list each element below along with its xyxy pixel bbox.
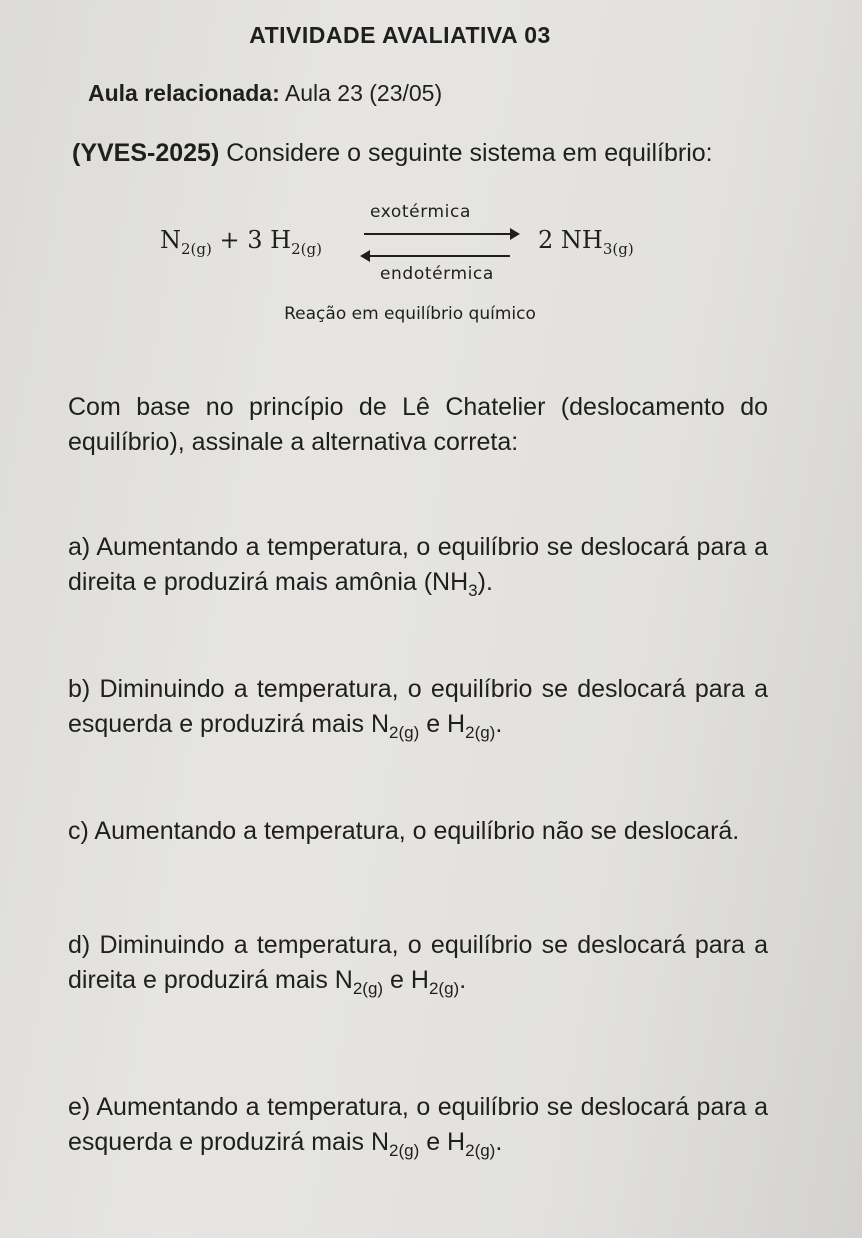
- product-nh3-sub: 3(g): [602, 240, 634, 258]
- question-prompt: Considere o seguinte sistema em equilíbrio:: [226, 139, 713, 167]
- equation-reactants: [160, 226, 322, 258]
- page-title: ATIVIDADE AVALIATIVA 03: [249, 22, 551, 48]
- option-b-text: b) Diminuindo a temperatura, o equilíbrio se deslocará para a esquerda e produzirá mais: [68, 675, 768, 738]
- option-e[interactable]: [68, 1090, 768, 1162]
- lesson-value: Aula 23 (23/05): [284, 80, 443, 106]
- equilibrium-arrows: [360, 196, 520, 296]
- option-b-n2-sub: 2(g): [389, 723, 420, 742]
- lesson-label: Aula relacionada:: [88, 80, 280, 106]
- option-c-text: c) Aumentando a temperatura, o equilíbrio não se deslocará.: [68, 817, 740, 845]
- lesson-reference: [88, 80, 442, 107]
- option-d-e: e: [383, 966, 404, 994]
- option-d[interactable]: [68, 928, 768, 1000]
- question-source: (YVES-2025): [72, 139, 220, 167]
- option-e-text: e) Aumentando a temperatura, o equilíbrio se deslocará para a esquerda e produzirá mais: [68, 1093, 768, 1156]
- option-e-h2: e H: [419, 1128, 466, 1156]
- option-a-sub: 3: [468, 581, 478, 600]
- chemical-equation: [160, 196, 680, 296]
- option-d-n2-sub: 2(g): [352, 979, 384, 998]
- forward-label: exotérmica: [370, 202, 471, 222]
- equation-caption: Reação em equilíbrio químico: [284, 304, 536, 324]
- option-a-text: a) Aumentando a temperatura, o equilíbrio se deslocará para a direita e produzirá mais amônia (NH: [68, 533, 768, 596]
- option-b-tail: .: [495, 710, 503, 738]
- option-d-text: d) Diminuindo a temperatura, o equilíbrio se deslocará para a direita e produzirá mais N: [68, 931, 768, 994]
- reactant-n2: N: [160, 226, 181, 254]
- option-b-h2-sub: 2(g): [465, 723, 496, 742]
- option-e-n2: N: [370, 1128, 390, 1156]
- option-a-tail: ).: [477, 568, 493, 596]
- product-nh3: 2 NH: [538, 226, 603, 254]
- equation-product: [538, 226, 634, 258]
- option-d-h2-sub: 2(g): [428, 979, 460, 998]
- option-d-tail: .: [459, 966, 467, 994]
- equilibrium-arrow-icon: [360, 222, 520, 262]
- question-statement: Com base no princípio de Lê Chatelier (deslocamento do equilíbrio), assinale a alternativa correta:: [68, 393, 768, 456]
- reactant-h2-sub: 2(g): [291, 240, 322, 258]
- option-e-n2-sub: 2(g): [389, 1141, 420, 1160]
- option-b[interactable]: [68, 672, 768, 744]
- question-intro: [72, 136, 752, 171]
- reactant-n2-sub: 2(g): [181, 240, 212, 258]
- option-d-h2: H: [410, 966, 429, 994]
- option-b-h2: e H: [419, 710, 466, 738]
- option-a[interactable]: [68, 530, 768, 602]
- option-b-n2: N: [370, 710, 390, 738]
- option-e-h2-sub: 2(g): [465, 1141, 496, 1160]
- option-c[interactable]: [68, 814, 768, 849]
- option-e-tail: .: [495, 1128, 503, 1156]
- reverse-label: endotérmica: [380, 264, 494, 284]
- reactant-h2: + 3 H: [219, 226, 292, 254]
